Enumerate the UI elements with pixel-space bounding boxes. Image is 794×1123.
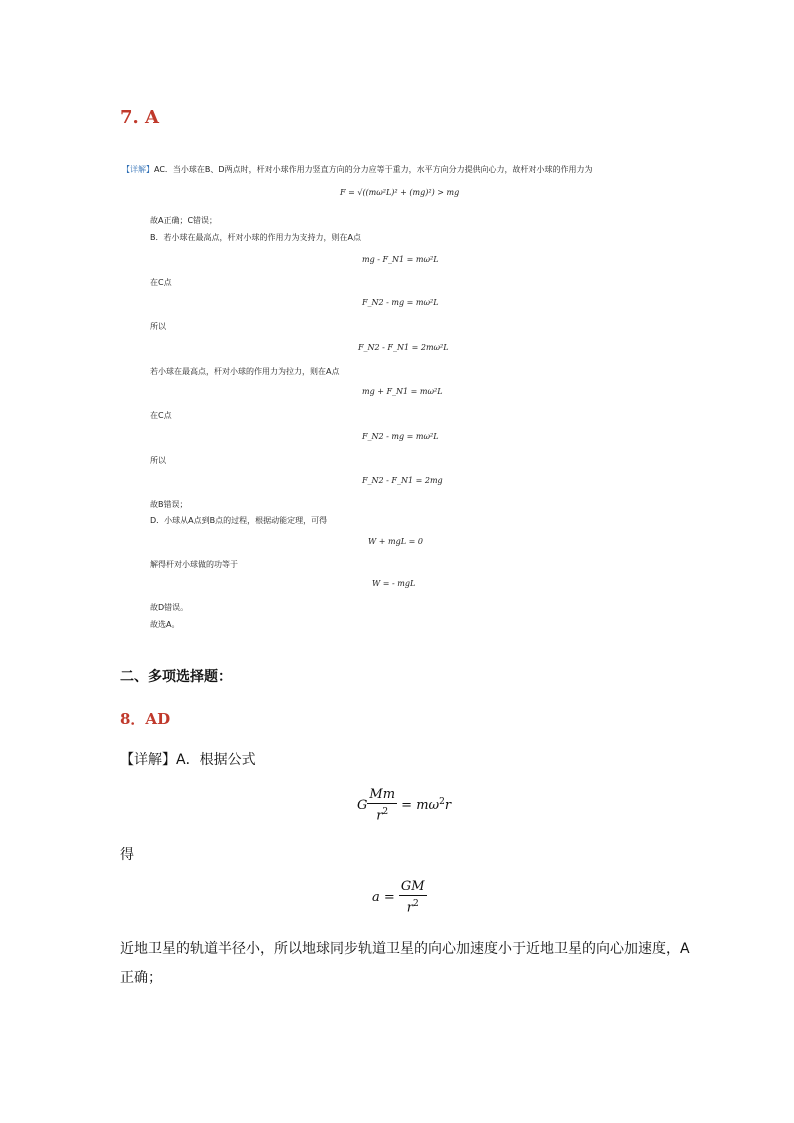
q7-eq3: F_N2 - mg = mω²L [362,298,439,307]
q7-line11: 故D错误。 [150,603,189,612]
q7-eq8: W + mgL = 0 [368,537,423,546]
q8-title: 8．AD [120,710,171,728]
q7-line2: B．若小球在最高点，杆对小球的作用力为支持力，则在A点 [150,233,361,242]
q7-intro-text: AC．当小球在B、D两点时，杆对小球作用力竖直方向的分力应等于重力，水平方向分力提供向心力，故杆对小球的作用力为 [154,165,593,174]
q8-conclusion-line1: 近地卫星的轨道半径小，所以地球同步轨道卫星的向心加速度小于近地卫星的向心加速度，A [120,941,690,957]
q7-eq6: F_N2 - mg = mω²L [362,432,439,441]
q7-line4: 所以 [150,322,166,331]
q7-intro [122,164,593,175]
q7-eq7: F_N2 - F_N1 = 2mg [362,476,443,485]
detail-tag: 【详解】 [122,165,154,174]
q7-eq1-text: F = √((mω²L)² + (mg)²) > mg [340,188,460,197]
q7-line8: 故B错误； [150,500,188,509]
q7-eq4: F_N2 - F_N1 = 2mω²L [358,343,449,352]
q8-conclusion-line2: 正确； [120,970,162,986]
q7-line6: 在C点 [150,411,172,420]
q7-line7: 所以 [150,456,166,465]
q7-eq5: mg + F_N1 = mω²L [362,387,443,396]
q8-de: 得 [120,847,134,863]
q8-intro: 【详解】A．根据公式 [120,752,256,768]
q7-line10: 解得杆对小球做的功等于 [150,560,238,569]
q7-line12: 故选A。 [150,620,180,629]
q8-formula2: a = $\frac{GM}{r^2}$ [372,879,425,916]
q7-line1: 故A正确；C错误； [150,216,218,225]
q8-formula1: G $\frac{Mm}{r^2}$ = $m\omega^2r$ [357,787,452,824]
q7-eq9: W = - mgL [372,579,416,588]
q7-title: 7. A [120,107,160,128]
q7-line3: 在C点 [150,278,172,287]
q7-line5: 若小球在最高点，杆对小球的作用力为拉力，则在A点 [150,367,340,376]
q7-eq1 [340,188,459,197]
section-heading: 二、多项选择题： [120,669,232,685]
q7-eq2: mg - F_N1 = mω²L [362,255,439,264]
q7-line9: D．小球从A点到B点的过程，根据动能定理，可得 [150,516,328,525]
